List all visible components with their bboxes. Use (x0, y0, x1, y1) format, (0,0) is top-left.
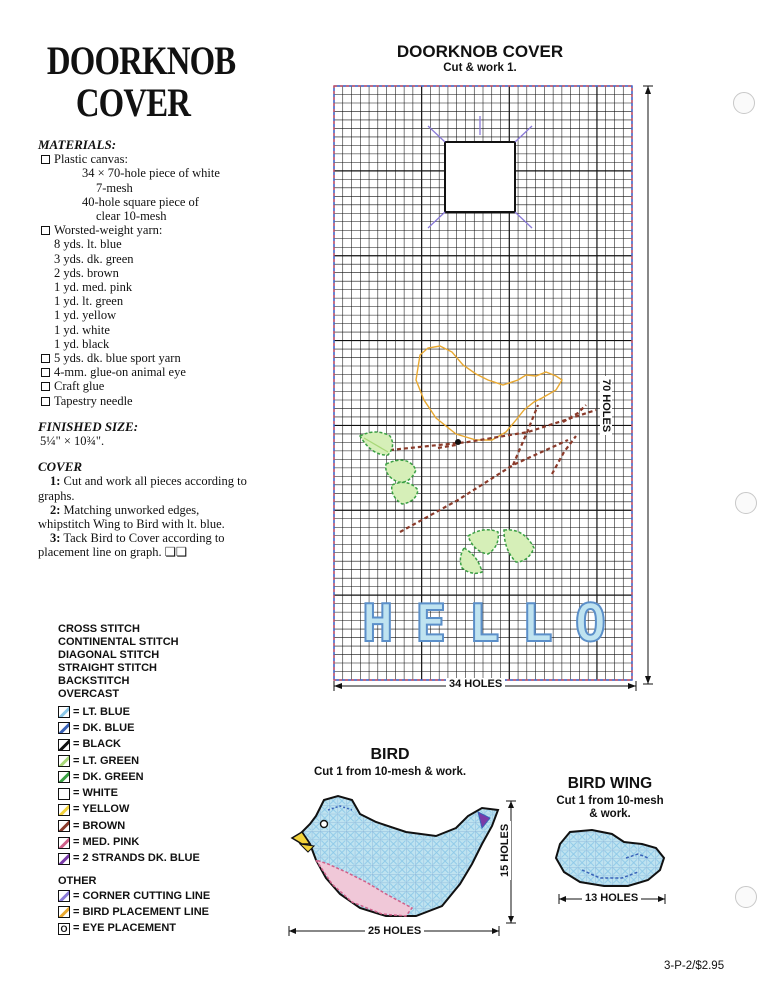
bird-chart-title: BIRD (370, 746, 410, 763)
wing-chart-subtitle-2: & work. (589, 808, 631, 820)
stitch-type: BACKSTITCH (58, 675, 130, 687)
hello-letter: E (415, 594, 448, 654)
color-key-item (58, 785, 210, 801)
color-key-label: = WHITE (73, 787, 118, 800)
line-swatch-icon (58, 906, 70, 918)
hello-letter: L (468, 594, 501, 654)
wing-chart-title: BIRD WING (567, 775, 653, 792)
color-key-label: = LT. BLUE (73, 705, 130, 718)
stitch-type: CONTINENTAL STITCH (58, 636, 179, 648)
color-key (58, 704, 210, 867)
other-key-label: = EYE PLACEMENT (73, 922, 176, 935)
materials-item (38, 394, 248, 408)
checkbox-icon (41, 354, 50, 363)
yarn-item: 1 yd. black (54, 336, 110, 351)
leaf-bottom-3 (460, 548, 482, 573)
yarn-item: 1 yd. med. pink (54, 280, 133, 295)
finished-size-heading: FINISHED SIZE: (38, 418, 139, 434)
doorknob-height-arrow (642, 84, 654, 686)
hello-letter: O (574, 594, 607, 654)
materials-label: Tapestry needle (54, 393, 133, 408)
color-swatch-icon (58, 837, 70, 849)
color-key-item (58, 769, 210, 785)
bird-width-label: 25 HOLES (365, 925, 424, 937)
materials-item (38, 152, 248, 166)
color-swatch-icon (58, 706, 70, 718)
materials-label: 5 yds. dk. blue sport yarn (54, 351, 181, 366)
other-key-label: = CORNER CUTTING LINE (73, 889, 211, 902)
materials-item (38, 223, 248, 237)
doorknob-chart-subtitle: Cut & work 1. (443, 62, 517, 74)
page-title-line1: DOORKNOB (46, 38, 236, 83)
checkbox-icon (41, 368, 50, 377)
bird-graph (286, 788, 516, 928)
color-key-item (58, 818, 210, 834)
checkbox-icon (41, 382, 50, 391)
bird-eye-icon (321, 821, 328, 828)
yarn-item: 1 yd. white (54, 322, 110, 337)
other-key-item (58, 888, 210, 904)
other-key (58, 888, 210, 937)
materials-label: Craft glue (54, 379, 105, 394)
leaf-left-top (360, 432, 393, 455)
checkbox-icon (41, 397, 50, 406)
hello-letter: H (362, 594, 395, 654)
color-key-item (58, 753, 210, 769)
materials-subitem (38, 209, 248, 223)
page-code: 3-P-2/$2.95 (664, 960, 725, 972)
color-swatch-icon (58, 722, 70, 734)
binder-hole-middle (735, 492, 757, 514)
materials-subitem (38, 195, 248, 209)
checkbox-icon (41, 155, 50, 164)
stitch-type: CROSS STITCH (58, 623, 140, 635)
eye-placement-mark (455, 439, 461, 445)
branch-stitches (390, 405, 596, 532)
other-key-item (58, 904, 210, 920)
yarn-item: 2 yds. brown (54, 265, 119, 280)
line-swatch-icon (58, 890, 70, 902)
color-key-item (58, 851, 210, 867)
color-key-label: = YELLOW (73, 803, 130, 816)
leaf-bottom-2 (504, 530, 534, 562)
stitch-legend (58, 623, 210, 937)
checkbox-icon (41, 226, 50, 235)
cover-step-2 (38, 503, 248, 531)
materials-text: 7-mesh (96, 180, 133, 195)
cover-step-1 (38, 474, 248, 502)
finished-size-value: 5¼" × 10¾". (40, 434, 105, 449)
color-key-item (58, 802, 210, 818)
color-key-item (58, 737, 210, 753)
materials-label: 4-mm. glue-on animal eye (54, 365, 186, 380)
step-number: 3: (50, 531, 61, 546)
hello-letter: L (521, 594, 554, 654)
color-key-label: = DK. GREEN (73, 770, 144, 783)
stitch-type: STRAIGHT STITCH (58, 662, 157, 674)
materials-label: Worsted-weight yarn: (54, 223, 163, 238)
doorknob-chart-title: DOORKNOB COVER (396, 42, 564, 61)
materials-subitem (38, 166, 248, 180)
wing-shape (556, 830, 664, 886)
other-heading: OTHER (58, 874, 97, 887)
color-key-item (58, 704, 210, 720)
color-swatch-icon (58, 853, 70, 865)
step-number: 2: (50, 502, 61, 517)
stitch-type: DIAGONAL STITCH (58, 649, 160, 661)
bird-body (302, 796, 498, 916)
other-key-item (58, 921, 210, 937)
materials-text: 40-hole square piece of (82, 194, 199, 209)
bird-chart-subtitle: Cut 1 from 10-mesh & work. (313, 766, 467, 778)
binder-hole-bottom (735, 886, 757, 908)
color-key-label: = MED. PINK (73, 836, 140, 849)
step-text: Matching unworked edges, whipstitch Wing to Bird with lt. blue. (38, 502, 225, 532)
yarn-item: 8 yds. lt. blue (54, 237, 122, 252)
color-key-label: = BLACK (73, 738, 121, 751)
color-swatch-icon (58, 788, 70, 800)
wing-width-label: 13 HOLES (582, 892, 641, 904)
materials-item (38, 379, 248, 393)
materials-heading: MATERIALS: (38, 137, 117, 152)
materials-item (38, 365, 248, 379)
binder-hole-top (733, 92, 755, 114)
page-title (46, 38, 236, 125)
hello-stitched-word (362, 596, 607, 652)
doorknob-width-label: 34 HOLES (446, 678, 505, 690)
color-swatch-icon (58, 820, 70, 832)
yarn-item: 1 yd. lt. green (54, 294, 124, 309)
materials-text: 34 × 70-hole piece of white (82, 166, 220, 181)
color-key-label: = LT. GREEN (73, 754, 140, 767)
color-key-label: = BROWN (73, 819, 126, 832)
cover-heading: COVER (38, 459, 83, 475)
color-swatch-icon (58, 739, 70, 751)
bird-wing-graph (552, 824, 672, 894)
wing-chart-subtitle: Cut 1 from 10-mesh (556, 795, 664, 807)
color-key-label: = DK. BLUE (73, 721, 135, 734)
step-number: 1: (50, 474, 61, 489)
stitch-type: OVERCAST (58, 688, 120, 700)
yarn-item: 1 yd. yellow (54, 308, 117, 323)
materials-item (38, 351, 248, 365)
doorknob-height-label: 70 HOLES (600, 376, 612, 435)
page-title-line2: COVER (75, 80, 191, 125)
color-swatch-icon (58, 755, 70, 767)
step-text: Tack Bird to Cover according to placement line on graph. ❏❏ (38, 531, 225, 560)
knob-hole (445, 142, 515, 212)
bird-height-label: 15 HOLES (499, 821, 511, 880)
color-swatch-icon (58, 804, 70, 816)
yarn-item: 3 yds. dk. green (54, 251, 134, 266)
materials-text: clear 10-mesh (96, 209, 167, 224)
step-text: Cut and work all pieces according to graphs. (38, 474, 247, 503)
materials-subitem (38, 181, 248, 195)
eye-placement-icon: O (58, 923, 70, 935)
cover-step-3 (38, 531, 248, 559)
leaf-bottom-1 (468, 530, 498, 554)
color-key-item (58, 834, 210, 850)
materials-list (38, 152, 248, 408)
materials-label: Plastic canvas: (54, 152, 128, 167)
other-key-label: = BIRD PLACEMENT LINE (73, 905, 209, 918)
leaf-left-mid (386, 460, 416, 482)
color-key-label: = 2 STRANDS DK. BLUE (73, 852, 200, 865)
instructions-column (38, 138, 248, 560)
color-key-item (58, 720, 210, 736)
color-swatch-icon (58, 771, 70, 783)
leaf-left-bottom (392, 482, 418, 504)
